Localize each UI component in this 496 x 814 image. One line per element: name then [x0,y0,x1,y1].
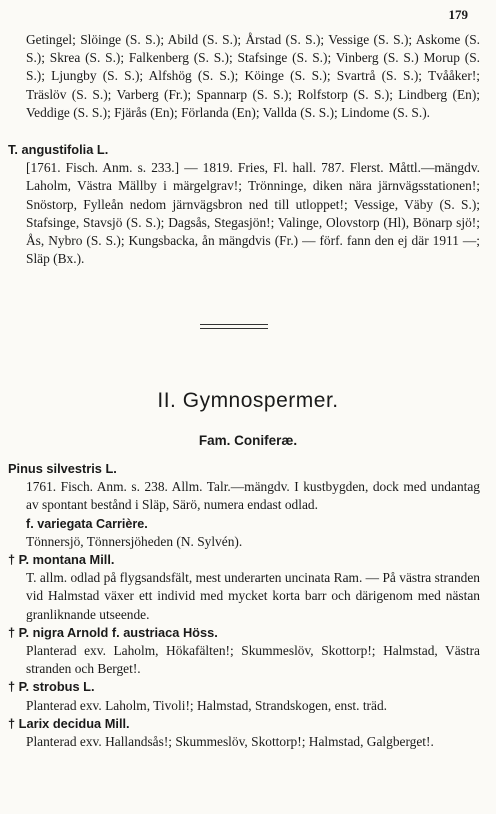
entry-larix-decidua [8,715,480,751]
entry-text: Planterad exv. Laholm, Tivoli!; Halmstad, Strandskogen, enst. träd. [26,697,388,713]
divider-rule-1 [200,324,268,325]
entry-p-strobus [8,678,480,714]
entry-heading: † P. nigra Arnold f. austriaca Höss. [8,624,218,640]
species-entries [8,460,480,751]
entry-heading: † Larix decidua Mill. [8,715,130,731]
entry-pinus-silvestris [8,460,480,515]
family-heading: Fam. Coniferæ. [198,433,298,448]
page-number: 179 [448,7,468,22]
entry-heading: Pinus silvestris L. [8,461,117,476]
species-text: [1761. Fisch. Anm. s. 233.] — 1819. Fries, Fl. hall. 787. Flerst. Måttl.—mängdv. Laholm, Västra Mällby i märgelgrav!; Trönninge, diken nära järnvägsstationen!; Snöstorp, Fylleån nedom järnvägsbron ned till utloppet!; Vessige, Väby (S. S.); Stafsinge, Stavsjö (S. S.); Dagsås, Stegasjön!; Valinge, Olovstorp (Hl), Bönarp sjö!; Ås, Nybro (S. S.); Kungsbacka, ån mängdvis (Fr.) — förf. fann den ej där 1911 —; Släp (Bx.). [26,160,480,267]
locality-list-text: Getingel; Slöinge (S. S.); Abild (S. S.); Årstad (S. S.); Vessige (S. S.); Askome (S. S.); Skrea (S. S.); Falkenberg (S. S.); Stafsinge (S. S.); Vinberg (S. S.) Morup (S. S.); Ljungby (S. S.); Alfshög (S. S.); Köinge (S. S.); Svartrå (S. S.); Tvååker!; Träslöv (S. S.); Varberg (Fr.); Spannarp (S. S.); Rolfstorp (S. S.); Lindberg (En); Veddige (S. S.); Fjärås (En); Förlanda (En); Vallda (S. S.); Lindome (S. S.). [26,32,480,120]
entry-heading: † P. strobus L. [8,679,95,695]
entry-text: 1761. Fisch. Anm. s. 238. Allm. Talr.—mängdv. I kustbygden, dock med undantag av spontant bestånd i Släp, Särö, numera endast odlad. [26,479,480,513]
entry-text: Tönnersjö, Tönnersjöheden (N. Sylvén). [26,533,243,549]
divider-rule-2 [200,328,268,329]
entry-text: T. allm. odlad på flygsandsfält, mest underarten uncinata Ram. — På västra stranden vid Halmstad växer ett individ med mycket korta barr och därigenom med nästan granliknande utseende. [26,570,480,622]
entry-p-nigra [8,624,480,679]
t-angustifolia-entry [8,141,480,268]
entry-heading: f. variegata Carrière. [26,516,148,531]
entry-text: Planterad exv. Hallandsås!; Skummeslöv, Skottorp!; Halmstad, Galgberget!. [26,734,434,750]
entry-heading: † P. montana Mill. [8,552,115,568]
entry-p-montana [8,551,480,624]
entry-variegata [8,515,480,551]
entry-text: Planterad exv. Laholm, Hökafälten!; Skummeslöv, Skottorp!; Halmstad, Västra stranden och Berget!. [26,643,480,677]
species-heading: T. angustifolia L. [8,142,109,157]
section-title: II. Gymnospermer. [157,389,339,412]
locality-list-paragraph [8,31,480,122]
